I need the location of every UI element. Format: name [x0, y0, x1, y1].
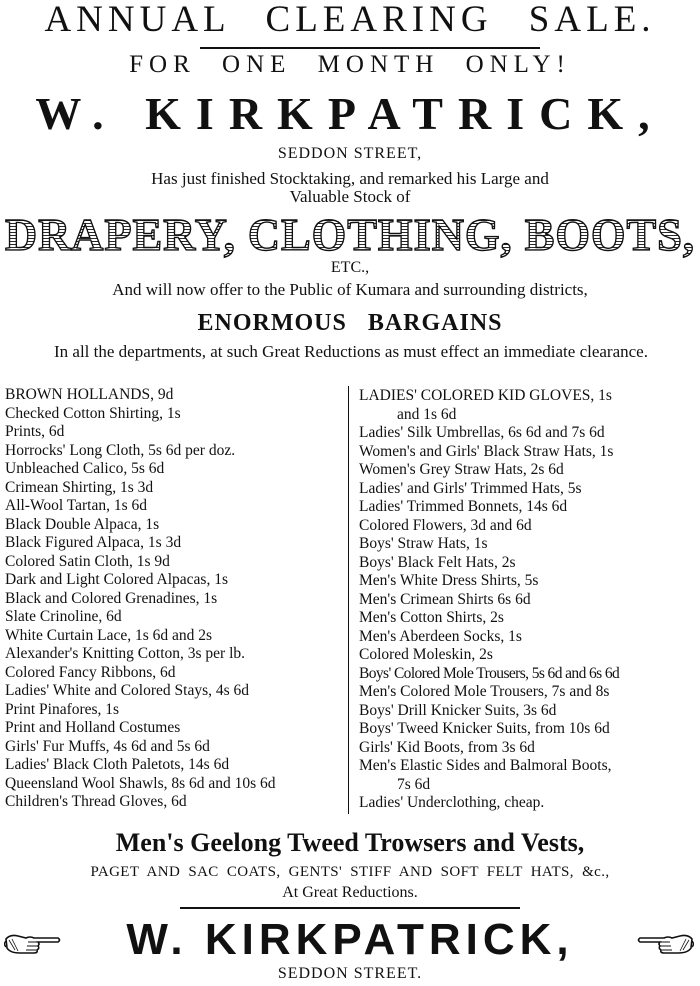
list-item: White Curtain Lace, 1s 6d and 2s: [5, 626, 213, 644]
list-item: Crimean Shirting, 1s 3d: [5, 478, 154, 496]
street-top: SEDDON STREET,: [277, 145, 423, 162]
list-item: Men's Cotton Shirts, 2s: [359, 609, 504, 626]
list-item: Colored Fancy Ribbons, 6d: [5, 663, 176, 681]
list-item: Children's Thread Gloves, 6d: [5, 793, 187, 810]
headline: ANNUAL CLEARING SALE.: [44, 0, 656, 40]
list-item: Men's Elastic Sides and Balmoral Boots,: [359, 757, 612, 774]
list-item: Colored Flowers, 3d and 6d: [359, 516, 532, 534]
goods-banner-text: DRAPERY, CLOTHING, BOOTS,: [5, 210, 695, 260]
list-item: Slate Crinoline, 6d: [5, 608, 122, 625]
list-item: Ladies' and Girls' Trimmed Hats, 5s: [359, 479, 582, 497]
list-item: Ladies' White and Colored Stays, 4s 6d: [5, 682, 250, 699]
etc-text: ETC.,: [330, 259, 370, 276]
list-item: Boys' Tweed Knicker Suits, from 10s 6d: [359, 720, 610, 737]
intro-line-1: Has just finished Stocktaking, and remarked his Large and: [151, 169, 549, 188]
list-item: Alexander's Knitting Cotton, 3s per lb.: [5, 645, 246, 662]
list-item: LADIES' COLORED KID GLOVES, 1s: [359, 387, 612, 404]
list-item-continuation: and 1s 6d: [397, 405, 457, 423]
left-price-list: [5, 386, 343, 812]
paget-line: PAGET AND SAC COATS, GENTS' STIFF AND SOFT FELT HATS, &c.,: [90, 864, 610, 880]
list-item: Colored Moleskin, 2s: [359, 646, 493, 663]
goods-banner: [0, 210, 700, 262]
right-price-list: [359, 387, 697, 813]
list-item: Ladies' Underclothing, cheap.: [359, 794, 545, 811]
top-divider: [200, 47, 540, 49]
list-item: Women's and Girls' Black Straw Hats, 1s: [359, 442, 614, 460]
intro-line-2: Valuable Stock of: [289, 187, 411, 206]
list-item: Colored Satin Cloth, 1s 9d: [5, 552, 170, 570]
merchant-name-bottom: W. KIRKPATRICK,: [126, 915, 574, 964]
list-item: Horrocks' Long Cloth, 5s 6d per doz.: [5, 441, 236, 459]
list-item: Black Figured Alpaca, 1s 3d: [5, 534, 182, 551]
list-item: Print and Holland Costumes: [5, 719, 181, 736]
list-item: Black Double Alpaca, 1s: [5, 515, 160, 533]
list-item: Boys' Colored Mole Trousers, 5s 6d and 6s 6d: [359, 664, 620, 682]
street-bottom: SEDDON STREET.: [277, 965, 423, 982]
list-item: Boys' Drill Knicker Suits, 3s 6d: [359, 701, 557, 719]
departments-text: In all the departments, at such Great Reductions as must effect an immediate clearance.: [54, 342, 648, 361]
bottom-divider: [180, 907, 520, 909]
pointing-hand-left-icon: [636, 930, 694, 956]
geelong-heading: Men's Geelong Tweed Trowsers and Vests,: [115, 828, 585, 857]
list-item: Black and Colored Grenadines, 1s: [5, 589, 218, 607]
list-item: Women's Grey Straw Hats, 2s 6d: [359, 461, 564, 478]
list-item: Ladies' Silk Umbrellas, 6s 6d and 7s 6d: [359, 424, 605, 441]
list-item: Dark and Light Colored Alpacas, 1s: [5, 571, 228, 588]
list-item: Queensland Wool Shawls, 8s 6d and 10s 6d: [5, 774, 276, 792]
offer-text: And will now offer to the Public of Kumara and surrounding districts,: [112, 280, 588, 299]
list-item: Girls' Kid Boots, from 3s 6d: [359, 738, 535, 756]
sub-highlight: ONE MONTH ONLY!: [222, 51, 571, 78]
list-item: Girls' Fur Muffs, 4s 6d and 5s 6d: [5, 737, 210, 755]
list-item: Print Pinafores, 1s: [5, 700, 120, 718]
sub-prefix: FOR: [129, 51, 196, 78]
list-item: Men's Crimean Shirts 6s 6d: [359, 590, 531, 608]
sub-headline: [0, 50, 700, 80]
list-item: Checked Cotton Shirting, 1s: [5, 404, 181, 422]
list-item: BROWN HOLLANDS, 9d: [5, 386, 174, 403]
list-item: Ladies' Black Cloth Paletots, 14s 6d: [5, 756, 230, 773]
merchant-name-top: W. KIRKPATRICK,: [35, 88, 665, 139]
list-item: Men's Aberdeen Socks, 1s: [359, 627, 522, 645]
list-item: Boys' Straw Hats, 1s: [359, 535, 488, 552]
list-item: Boys' Black Felt Hats, 2s: [359, 553, 516, 571]
intro-text: [0, 170, 700, 206]
reductions-line: At Great Reductions.: [282, 884, 418, 901]
list-item: Prints, 6d: [5, 423, 65, 440]
list-item: Men's Colored Mole Trousers, 7s and 8s: [359, 683, 610, 700]
list-item: All-Wool Tartan, 1s 6d: [5, 497, 148, 514]
list-item-continuation: 7s 6d: [397, 775, 431, 793]
bargains-heading: ENORMOUS BARGAINS: [197, 310, 503, 336]
list-item: Men's White Dress Shirts, 5s: [359, 572, 539, 589]
list-item: Ladies' Trimmed Bonnets, 14s 6d: [359, 498, 568, 515]
list-item: Unbleached Calico, 5s 6d: [5, 460, 165, 477]
column-divider: [348, 386, 349, 814]
